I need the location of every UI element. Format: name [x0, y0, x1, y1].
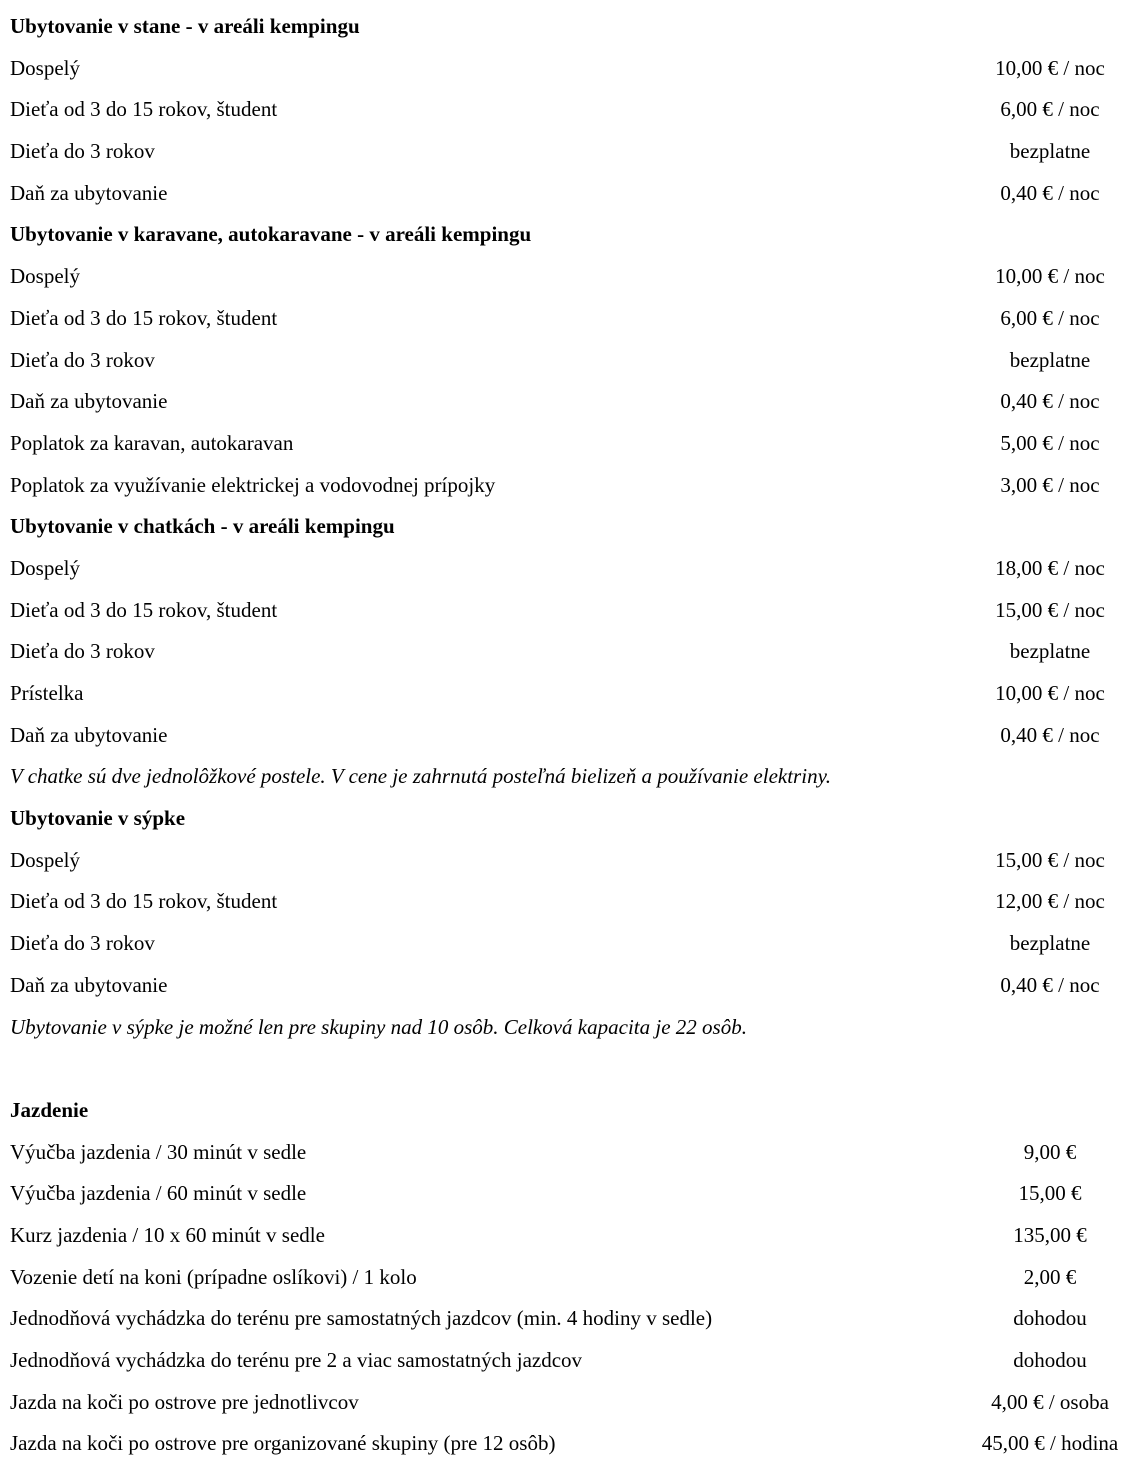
item-price: 6,00 € / noc	[1000, 305, 1100, 330]
item-price: 18,00 € / noc	[995, 555, 1105, 580]
price-row	[10, 1298, 1131, 1340]
item-label: Jednodňová vychádzka do terénu pre samostatných jazdcov (min. 4 hodiny v sedle)	[10, 1306, 713, 1331]
item-price: 0,40 € / noc	[1000, 722, 1100, 747]
item-label: Dospelý	[10, 264, 80, 289]
section-title: Ubytovanie v chatkách - v areáli kempingu	[10, 514, 395, 539]
price-row	[10, 173, 1131, 215]
item-price: 10,00 € / noc	[995, 55, 1105, 80]
price-row	[10, 673, 1131, 715]
item-price: 0,40 € / noc	[1000, 389, 1100, 414]
item-price: 15,00 €	[1018, 1181, 1082, 1206]
item-price: dohodou	[1013, 1348, 1087, 1372]
item-price: 15,00 € / noc	[995, 597, 1105, 622]
item-price: 0,40 € / noc	[1000, 972, 1100, 997]
item-price: bezplatne	[1009, 639, 1091, 664]
price-row	[10, 1132, 1131, 1174]
section-heading-caravan	[10, 214, 1131, 256]
price-row	[10, 340, 1131, 382]
price-row	[10, 590, 1131, 632]
price-row	[10, 1340, 1131, 1382]
item-label: Daň za ubytovanie	[10, 722, 168, 747]
price-row	[10, 965, 1131, 1007]
item-label: Dieťa do 3 rokov	[10, 639, 155, 664]
item-label: Dieťa do 3 rokov	[10, 347, 155, 372]
item-label: Daň za ubytovanie	[10, 972, 168, 997]
section-heading-cottages	[10, 506, 1131, 548]
section-note	[10, 756, 1131, 798]
price-row	[10, 631, 1131, 673]
price-row	[10, 548, 1131, 590]
price-row	[10, 381, 1131, 423]
item-price: 5,00 € / noc	[1000, 430, 1100, 455]
section-title: Jazdenie	[10, 1097, 89, 1122]
price-row	[10, 1173, 1131, 1215]
item-price: 15,00 € / noc	[995, 847, 1105, 872]
item-price: dohodou	[1013, 1306, 1087, 1331]
item-label: Dieťa od 3 do 15 rokov, študent	[10, 97, 278, 122]
section-heading-tent	[10, 6, 1131, 48]
item-price: 45,00 € / hodina	[981, 1431, 1119, 1456]
item-label: Dieťa od 3 do 15 rokov, študent	[10, 597, 278, 622]
item-label: Kurz jazdenia / 10 x 60 minút v sedle	[10, 1222, 325, 1247]
price-row	[10, 1382, 1131, 1424]
item-price: 135,00 €	[1013, 1222, 1087, 1247]
item-label: Dieťa od 3 do 15 rokov, študent	[10, 305, 278, 330]
item-price: 0,40 € / noc	[1000, 180, 1100, 205]
price-row	[10, 256, 1131, 298]
item-label: Daň za ubytovanie	[10, 180, 168, 205]
item-label: Dieťa do 3 rokov	[10, 139, 155, 164]
price-row	[10, 715, 1131, 757]
section-title: Ubytovanie v karavane, autokaravane - v areáli kempingu	[10, 222, 532, 247]
item-price: 9,00 €	[1023, 1139, 1077, 1164]
price-row	[10, 1257, 1131, 1299]
item-label: Daň za ubytovanie	[10, 389, 168, 414]
item-label: Výučba jazdenia / 30 minút v sedle	[10, 1139, 307, 1164]
price-list	[10, 6, 1131, 1465]
item-price: 12,00 € / noc	[995, 889, 1105, 914]
item-price: 6,00 € / noc	[1000, 97, 1100, 122]
item-price: 3,00 € / noc	[1000, 472, 1100, 497]
item-price: 4,00 € / osoba	[991, 1389, 1109, 1414]
item-price: 10,00 € / noc	[995, 681, 1105, 705]
price-row	[10, 923, 1131, 965]
price-row	[10, 89, 1131, 131]
item-price: bezplatne	[1009, 931, 1091, 956]
item-label: Dieťa do 3 rokov	[10, 931, 155, 956]
item-label: Dospelý	[10, 55, 80, 80]
price-row	[10, 840, 1131, 882]
item-label: Jednodňová vychádzka do terénu pre 2 a viac samostatných jazdcov	[10, 1348, 583, 1372]
price-row	[10, 131, 1131, 173]
item-label: Jazda na koči po ostrove pre jednotlivcov	[10, 1389, 359, 1414]
price-row	[10, 465, 1131, 507]
section-note	[10, 1007, 1131, 1049]
section-title: Ubytovanie v sýpke	[10, 806, 186, 831]
price-row	[10, 423, 1131, 465]
item-price: 10,00 € / noc	[995, 264, 1105, 289]
price-row	[10, 48, 1131, 90]
item-label: Dospelý	[10, 555, 80, 580]
item-label: Poplatok za karavan, autokaravan	[10, 430, 294, 455]
item-label: Dieťa od 3 do 15 rokov, študent	[10, 889, 278, 914]
item-label: Poplatok za využívanie elektrickej a vodovodnej prípojky	[10, 472, 496, 497]
item-price: bezplatne	[1009, 139, 1091, 164]
item-label: Dospelý	[10, 847, 80, 872]
price-row	[10, 1423, 1131, 1465]
item-price: 2,00 €	[1023, 1264, 1077, 1289]
item-price: bezplatne	[1009, 347, 1091, 372]
item-label: Prístelka	[10, 681, 84, 705]
item-label: Vozenie detí na koni (prípadne oslíkovi) / 1 kolo	[10, 1264, 417, 1289]
item-label: Výučba jazdenia / 60 minút v sedle	[10, 1181, 307, 1206]
section-heading-granary	[10, 798, 1131, 840]
note-text: V chatke sú dve jednolôžkové postele. V cene je zahrnutá posteľná bielizeň a používanie elektriny.	[10, 764, 831, 789]
item-label: Jazda na koči po ostrove pre organizované skupiny (pre 12 osôb)	[10, 1431, 556, 1456]
price-row	[10, 881, 1131, 923]
price-row	[10, 1215, 1131, 1257]
price-row	[10, 298, 1131, 340]
section-title: Ubytovanie v stane - v areáli kempingu	[10, 14, 360, 38]
section-spacer	[10, 1048, 1131, 1090]
note-text: Ubytovanie v sýpke je možné len pre skupiny nad 10 osôb. Celková kapacita je 22 osôb.	[10, 1014, 747, 1039]
section-heading-riding	[10, 1090, 1131, 1132]
